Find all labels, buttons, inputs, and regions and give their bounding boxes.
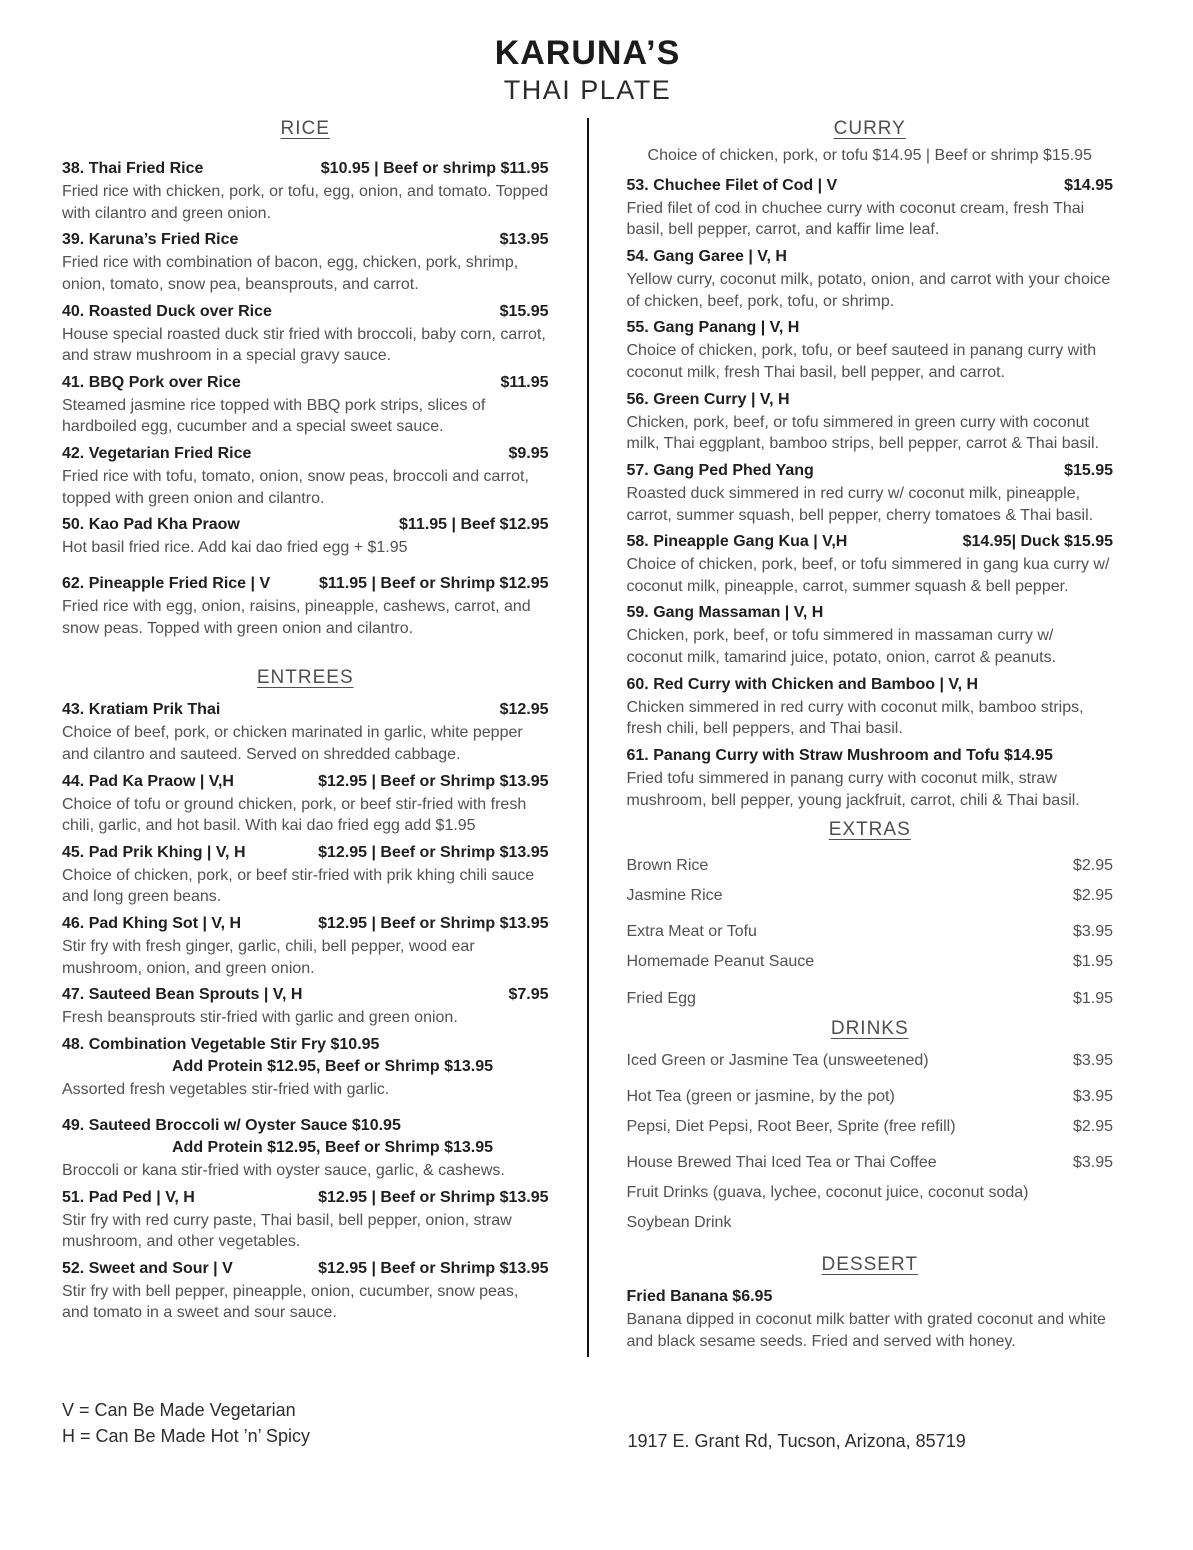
menu-item	[62, 984, 549, 1029]
item-name: 55. Gang Panang | V, H	[626, 319, 800, 337]
legend-vegetarian: V = Can Be Made Vegetarian	[62, 1400, 296, 1421]
menu-item	[62, 699, 549, 765]
left-column	[62, 118, 587, 1357]
menu-item	[62, 514, 549, 559]
menu-item	[627, 1152, 1114, 1174]
item-name: 52. Sweet and Sour | V	[62, 1259, 233, 1277]
item-description: Roasted duck simmered in red curry w/ coconut milk, pineapple, carrot, summer squash, bell pepper, cherry tomatoes & Thai basil.	[626, 484, 1094, 524]
menu-item-head	[62, 229, 549, 251]
menu-item	[627, 988, 1114, 1010]
section-extras	[627, 819, 1114, 1009]
item-price: $3.95	[1072, 1153, 1113, 1171]
item-price: $7.95	[508, 986, 549, 1004]
item-name: Fried Egg	[626, 989, 696, 1007]
menu-item	[627, 531, 1114, 597]
menu-item	[627, 1212, 1114, 1234]
menu-item	[62, 913, 549, 979]
menu-item	[627, 317, 1114, 383]
menu-item-head	[627, 988, 1114, 1010]
item-price: $14.95| Duck $15.95	[962, 533, 1113, 551]
menu-item-head	[627, 602, 1114, 624]
item-name: 62. Pineapple Fried Rice | V	[62, 575, 271, 592]
item-name: Fruit Drinks (guava, lychee, coconut juice, coconut soda)	[626, 1183, 1029, 1201]
item-price: $1.95	[1072, 989, 1113, 1007]
item-name: 60. Red Curry with Chicken and Bamboo | V, H	[626, 675, 979, 693]
dessert-heading	[627, 1254, 1114, 1276]
item-price: $1.95	[1072, 953, 1113, 971]
item-description: Choice of tofu or ground chicken, pork, or beef stir-fried with fresh chili, garlic, and hot basil. With kai dao fried egg add $1.95	[62, 795, 527, 835]
rice-heading-text: RICE	[280, 118, 330, 139]
item-description: Fried rice with chicken, pork, or tofu, egg, onion, and tomato. Topped with cilantro and green onion.	[62, 183, 549, 222]
curry-items	[627, 175, 1114, 811]
item-price: $10.95 | Beef or shrimp $11.95	[320, 160, 549, 177]
item-name: Pepsi, Diet Pepsi, Root Beer, Sprite (free refill)	[626, 1117, 956, 1135]
menu-item-head	[627, 1212, 1114, 1234]
menu-item	[627, 1286, 1114, 1352]
section-dessert	[627, 1254, 1114, 1352]
item-description: Fried filet of cod in chuchee curry with coconut cream, fresh Thai basil, bell pepper, carrot, and kaffir lime leaf.	[626, 199, 1085, 239]
item-description: Steamed jasmine rice topped with BBQ pork strips, slices of hardboiled egg, cucumber and a special sweet sauce.	[62, 396, 486, 436]
menu-item-head	[62, 514, 549, 536]
restaurant-title: KARUNA’S	[494, 34, 681, 72]
menu-columns	[62, 118, 1113, 1357]
menu-item-head	[62, 699, 549, 721]
menu-item-head	[627, 175, 1114, 197]
rice-items	[62, 158, 549, 639]
item-name: 41. BBQ Pork over Rice	[62, 373, 241, 391]
menu-item	[62, 771, 549, 837]
menu-item-head	[62, 913, 549, 935]
menu-item-head	[627, 1116, 1114, 1138]
menu-item	[62, 158, 549, 224]
menu-item-head	[627, 1086, 1114, 1108]
menu-item-head	[62, 1034, 549, 1056]
entrees-items	[62, 699, 549, 1324]
menu-item	[62, 842, 549, 908]
item-price: $12.95 | Beef or Shrimp $13.95	[318, 1259, 549, 1277]
menu-item-head	[627, 1050, 1114, 1072]
menu-item	[62, 301, 549, 367]
menu-item	[627, 1116, 1114, 1138]
item-description: Broccoli or kana stir-fried with oyster sauce, garlic, & cashews.	[62, 1161, 505, 1179]
item-description: Fried tofu simmered in panang curry with coconut milk, straw mushroom, bell pepper, young jackfruit, carrot, chili & Thai basil.	[626, 770, 1080, 809]
item-description: Choice of chicken, pork, beef, or tofu simmered in gang kua curry w/ coconut milk, pineapple, carrot, summer squash & bell pepper.	[626, 556, 1110, 595]
item-name: 42. Vegetarian Fried Rice	[62, 445, 252, 463]
item-name: 49. Sauteed Broccoli w/ Oyster Sauce $10.95	[62, 1116, 401, 1134]
menu-item-head	[627, 921, 1114, 943]
item-price: $14.95	[1064, 176, 1113, 194]
menu-item-head	[627, 1286, 1114, 1308]
menu-item	[627, 885, 1114, 907]
item-name: 53. Chuchee Filet of Cod | V	[626, 176, 838, 194]
item-name: 57. Gang Ped Phed Yang	[626, 461, 814, 479]
menu-item	[627, 745, 1114, 811]
item-description: Choice of beef, pork, or chicken marinated in garlic, white pepper and cilantro and sauteed. Served on shredded cabbage.	[62, 724, 523, 763]
item-price: $2.95	[1072, 1117, 1113, 1135]
item-name: 61. Panang Curry with Straw Mushroom and Tofu $14.95	[626, 746, 1053, 764]
menu-item	[627, 855, 1114, 877]
item-price: $15.95	[499, 302, 549, 320]
extras-items	[627, 855, 1114, 1009]
entrees-heading	[62, 667, 549, 689]
item-price: $9.95	[508, 445, 549, 463]
menu-item	[627, 602, 1114, 668]
legend-spicy: H = Can Be Made Hot ’n’ Spicy	[62, 1426, 310, 1447]
item-name: 45. Pad Prik Khing | V, H	[62, 843, 246, 861]
menu-item-head	[627, 246, 1114, 268]
curry-heading-text: CURRY	[833, 118, 906, 139]
menu-subtitle: THAI PLATE	[503, 75, 672, 105]
item-description: Fried rice with tofu, tomato, onion, snow peas, broccoli and carrot, topped with green onion and cilantro.	[62, 468, 529, 507]
menu-item-head	[627, 531, 1114, 553]
item-extra-price: Add Protein $12.95, Beef or Shrimp $13.95	[172, 1058, 494, 1076]
restaurant-address: 1917 E. Grant Rd, Tucson, Arizona, 85719	[627, 1431, 966, 1452]
menu-item-head	[62, 984, 549, 1006]
section-curry	[627, 118, 1114, 811]
menu-item-head	[627, 674, 1114, 696]
item-description: Hot basil fried rice. Add kai dao fried egg + $1.95	[62, 539, 408, 557]
menu-item	[62, 1258, 549, 1324]
item-name: 43. Kratiam Prik Thai	[62, 701, 221, 719]
item-description: House special roasted duck stir fried with broccoli, baby corn, carrot, and straw mushroom in a special gravy sauce.	[62, 325, 546, 365]
item-price: $3.95	[1072, 923, 1113, 941]
item-name: 50. Kao Pad Kha Praow	[62, 516, 240, 534]
menu-footer	[62, 1397, 1113, 1452]
item-price: $12.95 | Beef or Shrimp $13.95	[318, 772, 549, 790]
menu-item	[62, 1115, 549, 1182]
item-price: $11.95 | Beef or Shrimp $12.95	[319, 575, 549, 592]
menu-item	[627, 1050, 1114, 1072]
item-name: 44. Pad Ka Praow | V,H	[62, 772, 234, 790]
menu-item	[627, 1182, 1114, 1204]
footer-right	[588, 1431, 1114, 1452]
item-description: Fried rice with combination of bacon, egg, chicken, pork, shrimp, onion, tomato, snow pea, beansprouts, and carrot.	[62, 254, 519, 293]
item-name: 47. Sauteed Bean Sprouts | V, H	[62, 986, 303, 1004]
item-name: Homemade Peanut Sauce	[626, 953, 815, 971]
menu-item-head	[62, 1187, 549, 1209]
item-extra-price: Add Protein $12.95, Beef or Shrimp $13.95	[172, 1138, 494, 1156]
section-rice	[62, 118, 549, 639]
item-name: Iced Green or Jasmine Tea (unsweetened)	[626, 1051, 929, 1069]
item-name: 48. Combination Vegetable Stir Fry $10.95	[62, 1036, 380, 1053]
menu-item-head	[62, 1258, 549, 1280]
item-price: $2.95	[1072, 887, 1113, 905]
item-name: House Brewed Thai Iced Tea or Thai Coffee	[626, 1153, 937, 1171]
item-name: 40. Roasted Duck over Rice	[62, 302, 272, 320]
item-price: $12.95	[499, 701, 549, 719]
item-description: Fried rice with egg, onion, raisins, pineapple, cashews, carrot, and snow peas. Topped with green onion and cilantro.	[62, 598, 531, 637]
item-description: Chicken simmered in red curry with coconut milk, bamboo strips, fresh chili, bell peppers, and Thai basil.	[626, 698, 1084, 738]
item-price: $11.95	[500, 373, 549, 391]
item-name: Jasmine Rice	[626, 887, 723, 905]
right-column	[589, 118, 1114, 1357]
entrees-heading-text: ENTREES	[256, 667, 354, 689]
menu-item-head	[627, 745, 1114, 767]
item-name: Brown Rice	[626, 857, 709, 875]
menu-item-head	[62, 372, 549, 394]
drinks-heading-text: DRINKS	[830, 1017, 909, 1039]
menu-item-head	[627, 951, 1114, 973]
item-name: 46. Pad Khing Sot | V, H	[62, 915, 242, 933]
menu-item-head	[627, 389, 1114, 411]
menu-item-head	[62, 443, 549, 465]
item-description: Stir fry with red curry paste, Thai basil, bell pepper, onion, straw mushroom, and other vegetables.	[62, 1211, 512, 1251]
item-name: 58. Pineapple Gang Kua | V,H	[626, 533, 848, 551]
menu-item-head	[627, 885, 1114, 907]
item-price: $13.95	[499, 231, 549, 249]
menu-item	[627, 175, 1114, 241]
menu-item	[62, 372, 549, 438]
menu-item	[62, 1187, 549, 1253]
curry-heading	[627, 118, 1114, 140]
menu-item	[627, 246, 1114, 312]
dessert-heading-text: DESSERT	[821, 1254, 918, 1276]
menu-item-head	[627, 317, 1114, 339]
item-description: Yellow curry, coconut milk, potato, onion, and carrot with your choice of chicken, beef, pork, tofu, or shrimp.	[626, 271, 1111, 310]
menu-item-head	[62, 158, 549, 180]
item-name: 56. Green Curry | V, H	[626, 390, 790, 408]
item-description: Banana dipped in coconut milk batter with grated coconut and white and black sesame seeds. Fried and served with honey.	[626, 1311, 1106, 1350]
item-name: Soybean Drink	[626, 1213, 732, 1231]
menu-item-head	[627, 1182, 1114, 1204]
menu-item	[627, 460, 1114, 526]
rice-heading	[62, 118, 549, 140]
menu-item	[62, 573, 549, 639]
item-description: Choice of chicken, pork, tofu, or beef sauteed in panang curry with coconut milk, fresh Thai basil, bell pepper, and carrot.	[626, 342, 1097, 381]
item-description: Stir fry with bell pepper, pineapple, onion, cucumber, snow peas, and tomato in a sweet and sour sauce.	[62, 1282, 519, 1322]
item-price: $3.95	[1072, 1087, 1113, 1105]
item-name: 38. Thai Fried Rice	[62, 160, 204, 177]
extras-heading-text: EXTRAS	[828, 819, 911, 841]
curry-note: Choice of chicken, pork, or tofu $14.95 | Beef or shrimp $15.95	[647, 147, 1092, 164]
menu-item-head	[62, 301, 549, 323]
menu-item	[62, 443, 549, 509]
menu-header	[62, 34, 1113, 106]
item-description: Stir fry with fresh ginger, garlic, chili, bell pepper, wood ear mushroom, onion, and green onion.	[62, 938, 475, 977]
drinks-items	[627, 1050, 1114, 1234]
item-name: 54. Gang Garee | V, H	[626, 248, 787, 266]
menu-item-head	[627, 1152, 1114, 1174]
item-description: Fresh beansprouts stir-fried with garlic and green onion.	[62, 1009, 458, 1027]
menu-item	[62, 1034, 549, 1101]
menu-item	[627, 389, 1114, 455]
menu-item-head	[62, 771, 549, 793]
item-description: Chicken, pork, beef, or tofu simmered in massaman curry w/ coconut milk, tamarind juice, potato, onion, carrot & peanuts.	[626, 627, 1057, 667]
item-name: Extra Meat or Tofu	[626, 923, 757, 941]
item-description: Assorted fresh vegetables stir-fried with garlic.	[62, 1081, 390, 1099]
item-description: Chicken, pork, beef, or tofu simmered in green curry with coconut milk, Thai eggplant, bamboo strips, bell pepper, carrot & Thai basil.	[626, 413, 1100, 453]
menu-item-head	[62, 842, 549, 864]
item-name: 59. Gang Massaman | V, H	[626, 604, 824, 622]
drinks-heading	[627, 1018, 1114, 1040]
item-price: $2.95	[1072, 857, 1113, 875]
dessert-items	[627, 1286, 1114, 1352]
item-price: $12.95 | Beef or Shrimp $13.95	[318, 1188, 549, 1206]
menu-item-head	[62, 1115, 549, 1137]
item-price: $12.95 | Beef or Shrimp $13.95	[318, 843, 549, 861]
menu-item	[627, 674, 1114, 740]
menu-item	[627, 951, 1114, 973]
item-price: $15.95	[1064, 461, 1113, 479]
menu-item-head	[627, 855, 1114, 877]
legend	[62, 1397, 310, 1452]
menu-item-head	[62, 573, 549, 595]
menu-item	[627, 921, 1114, 943]
item-price: $12.95 | Beef or Shrimp $13.95	[318, 915, 549, 933]
item-name: 39. Karuna’s Fried Rice	[62, 231, 239, 249]
extras-heading	[627, 819, 1114, 841]
section-entrees	[62, 667, 549, 1324]
item-description: Choice of chicken, pork, or beef stir-fried with prik khing chili sauce and long green beans.	[62, 866, 535, 906]
item-name: Fried Banana $6.95	[626, 1288, 773, 1306]
menu-item	[62, 229, 549, 295]
item-name: Hot Tea (green or jasmine, by the pot)	[626, 1087, 895, 1105]
item-name: 51. Pad Ped | V, H	[62, 1188, 195, 1206]
section-drinks	[627, 1018, 1114, 1234]
item-price: $3.95	[1072, 1051, 1113, 1069]
menu-item	[627, 1086, 1114, 1108]
item-price: $11.95 | Beef $12.95	[399, 516, 549, 534]
menu-item-head	[627, 460, 1114, 482]
